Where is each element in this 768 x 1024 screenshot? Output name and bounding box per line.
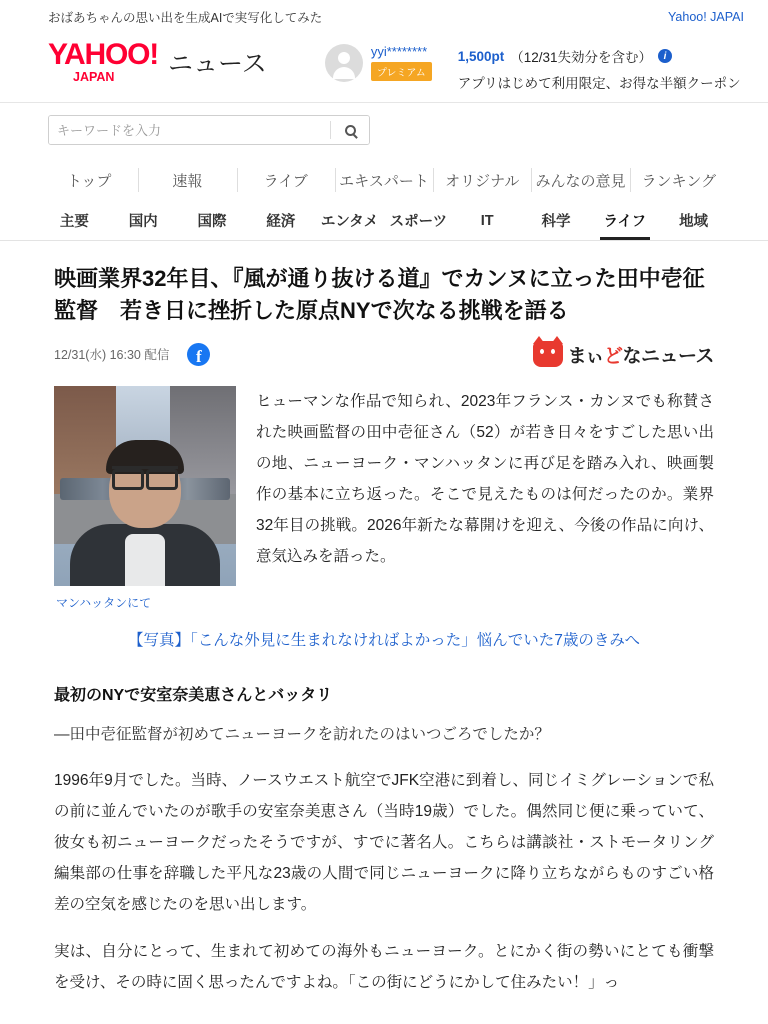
service-name[interactable]: ニュース: [168, 50, 267, 78]
search-button[interactable]: [331, 116, 369, 144]
publish-date: 12/31(水) 16:30 配信: [54, 348, 170, 363]
nav-primary-item-ranking[interactable]: ランキング: [630, 159, 728, 201]
nav-tab-it[interactable]: IT: [480, 212, 494, 229]
facebook-icon[interactable]: f: [187, 343, 210, 366]
yahoo-logo-japan: JAPAN: [73, 69, 115, 84]
search-input[interactable]: [49, 116, 330, 144]
account-name[interactable]: yyi********: [370, 44, 428, 59]
site-header: [0, 34, 768, 103]
info-icon[interactable]: i: [658, 49, 672, 63]
cat-icon: [533, 341, 563, 367]
article-meta: [54, 341, 714, 368]
points-value[interactable]: 1,500pt: [457, 48, 505, 64]
nav-primary-item-expert[interactable]: エキスパート: [335, 159, 433, 201]
article-paragraph-1: 1996年9月でした。当時、ノースウエスト航空でJFK空港に到着し、同じイミグレーションで私の前に並んでいたのが歌手の安室奈美恵さん（当時19歳）でした。偶然同じ便に乗っていて、彼女も初ニューヨークだったそうですが、すでに著名人。こちらは講談社・ストモータリング編集部の仕事を辞職した平凡な23歳の人間で同じニューヨークに降り立ちながらものすごい格差の空気を感じたのを思い出します。: [54, 772, 714, 914]
nav-primary: [0, 159, 768, 201]
nav-tab-international[interactable]: 国際: [197, 214, 227, 230]
nav-primary-item-original[interactable]: オリジナル: [433, 159, 531, 201]
section-subheading: 最初のNYで安室奈美恵さんとバッタリ: [54, 686, 333, 704]
nav-tab-entertainment[interactable]: エンタメ: [320, 214, 379, 230]
article-body: [54, 386, 714, 611]
avatar[interactable]: [325, 44, 363, 82]
article-lede: ヒューマンな作品で知られ、2023年フランス・カンヌでも称賛された映画監督の田中壱征さん（52）が若き日々をすごした思い出の地、ニューヨーク・マンハッタンに再び足を踏み入れ、映画製作の基本に立ち返った。そこで見えたものは何だったのか。業界32年目の挑戦。2026年新たな幕開けを迎え、今後の作品に向け、意気込みを語った。: [256, 392, 714, 565]
promo-text[interactable]: おばあちゃんの思い出を生成AIで実写化してみた: [48, 11, 323, 25]
nav-tab-domestic[interactable]: 国内: [128, 214, 158, 230]
article: [0, 241, 768, 998]
yahoo-japan-link[interactable]: Yahoo! JAPAI: [668, 10, 744, 24]
article-photo[interactable]: [54, 386, 236, 586]
nav-primary-item-opinions[interactable]: みんなの意見: [531, 159, 629, 201]
nav-tab-science[interactable]: 科学: [541, 214, 571, 230]
source-name: まぃどなニュース: [567, 345, 714, 367]
nav-tab-main[interactable]: 主要: [59, 214, 89, 230]
search-bar: [0, 103, 768, 155]
article-paragraph-2: 実は、自分にとって、生まれて初めての海外もニューヨーク。とにかく街の勢いにとても衝撃を受け、その時に固く思ったんですよね。「この街にどうにかして住みたい！」っ: [54, 942, 714, 991]
nav-tab-life[interactable]: ライフ: [590, 201, 659, 240]
nav-tab-economy[interactable]: 経済: [266, 214, 296, 230]
account-area[interactable]: [325, 44, 432, 82]
nav-tab-sports[interactable]: スポーツ: [389, 214, 448, 230]
nav-primary-item-breaking[interactable]: 速報: [138, 159, 236, 201]
nav-primary-item-live[interactable]: ライブ: [237, 159, 335, 201]
search-box[interactable]: [48, 115, 370, 145]
page-title: 映画業界32年目、『風が通り抜ける道』でカンヌに立った田中壱征監督 若き日に挫折した原点NYで次なる挑戦を語る: [54, 266, 705, 323]
article-figure: [54, 386, 236, 611]
yahoo-logo[interactable]: [48, 40, 158, 82]
points-area: [458, 46, 741, 92]
photo-caption: マンハッタンにて: [56, 595, 152, 610]
coupon-text[interactable]: アプリはじめて利用限定、お得な半額クーポン: [457, 76, 741, 91]
logo-area[interactable]: [48, 40, 267, 82]
nav-secondary: [0, 201, 768, 241]
nav-primary-item-top[interactable]: トップ: [66, 172, 112, 190]
article-paragraph-question: ―田中壱征監督が初めてニューヨークを訪れたのはいつごろでしたか？: [54, 725, 550, 743]
source-logo[interactable]: [533, 341, 714, 368]
premium-badge[interactable]: プレミアム: [371, 62, 432, 81]
yahoo-logo-main: YAHOO!: [48, 38, 159, 71]
search-icon: [345, 125, 356, 136]
related-photo-link[interactable]: 【写真】「こんな外見に生まれなければよかった」悩んでいた7歳のきみへ: [127, 631, 641, 649]
top-promo-bar: [0, 0, 768, 34]
points-note: （12/31失効分を含む）: [510, 50, 653, 65]
nav-tab-local[interactable]: 地域: [679, 214, 709, 230]
